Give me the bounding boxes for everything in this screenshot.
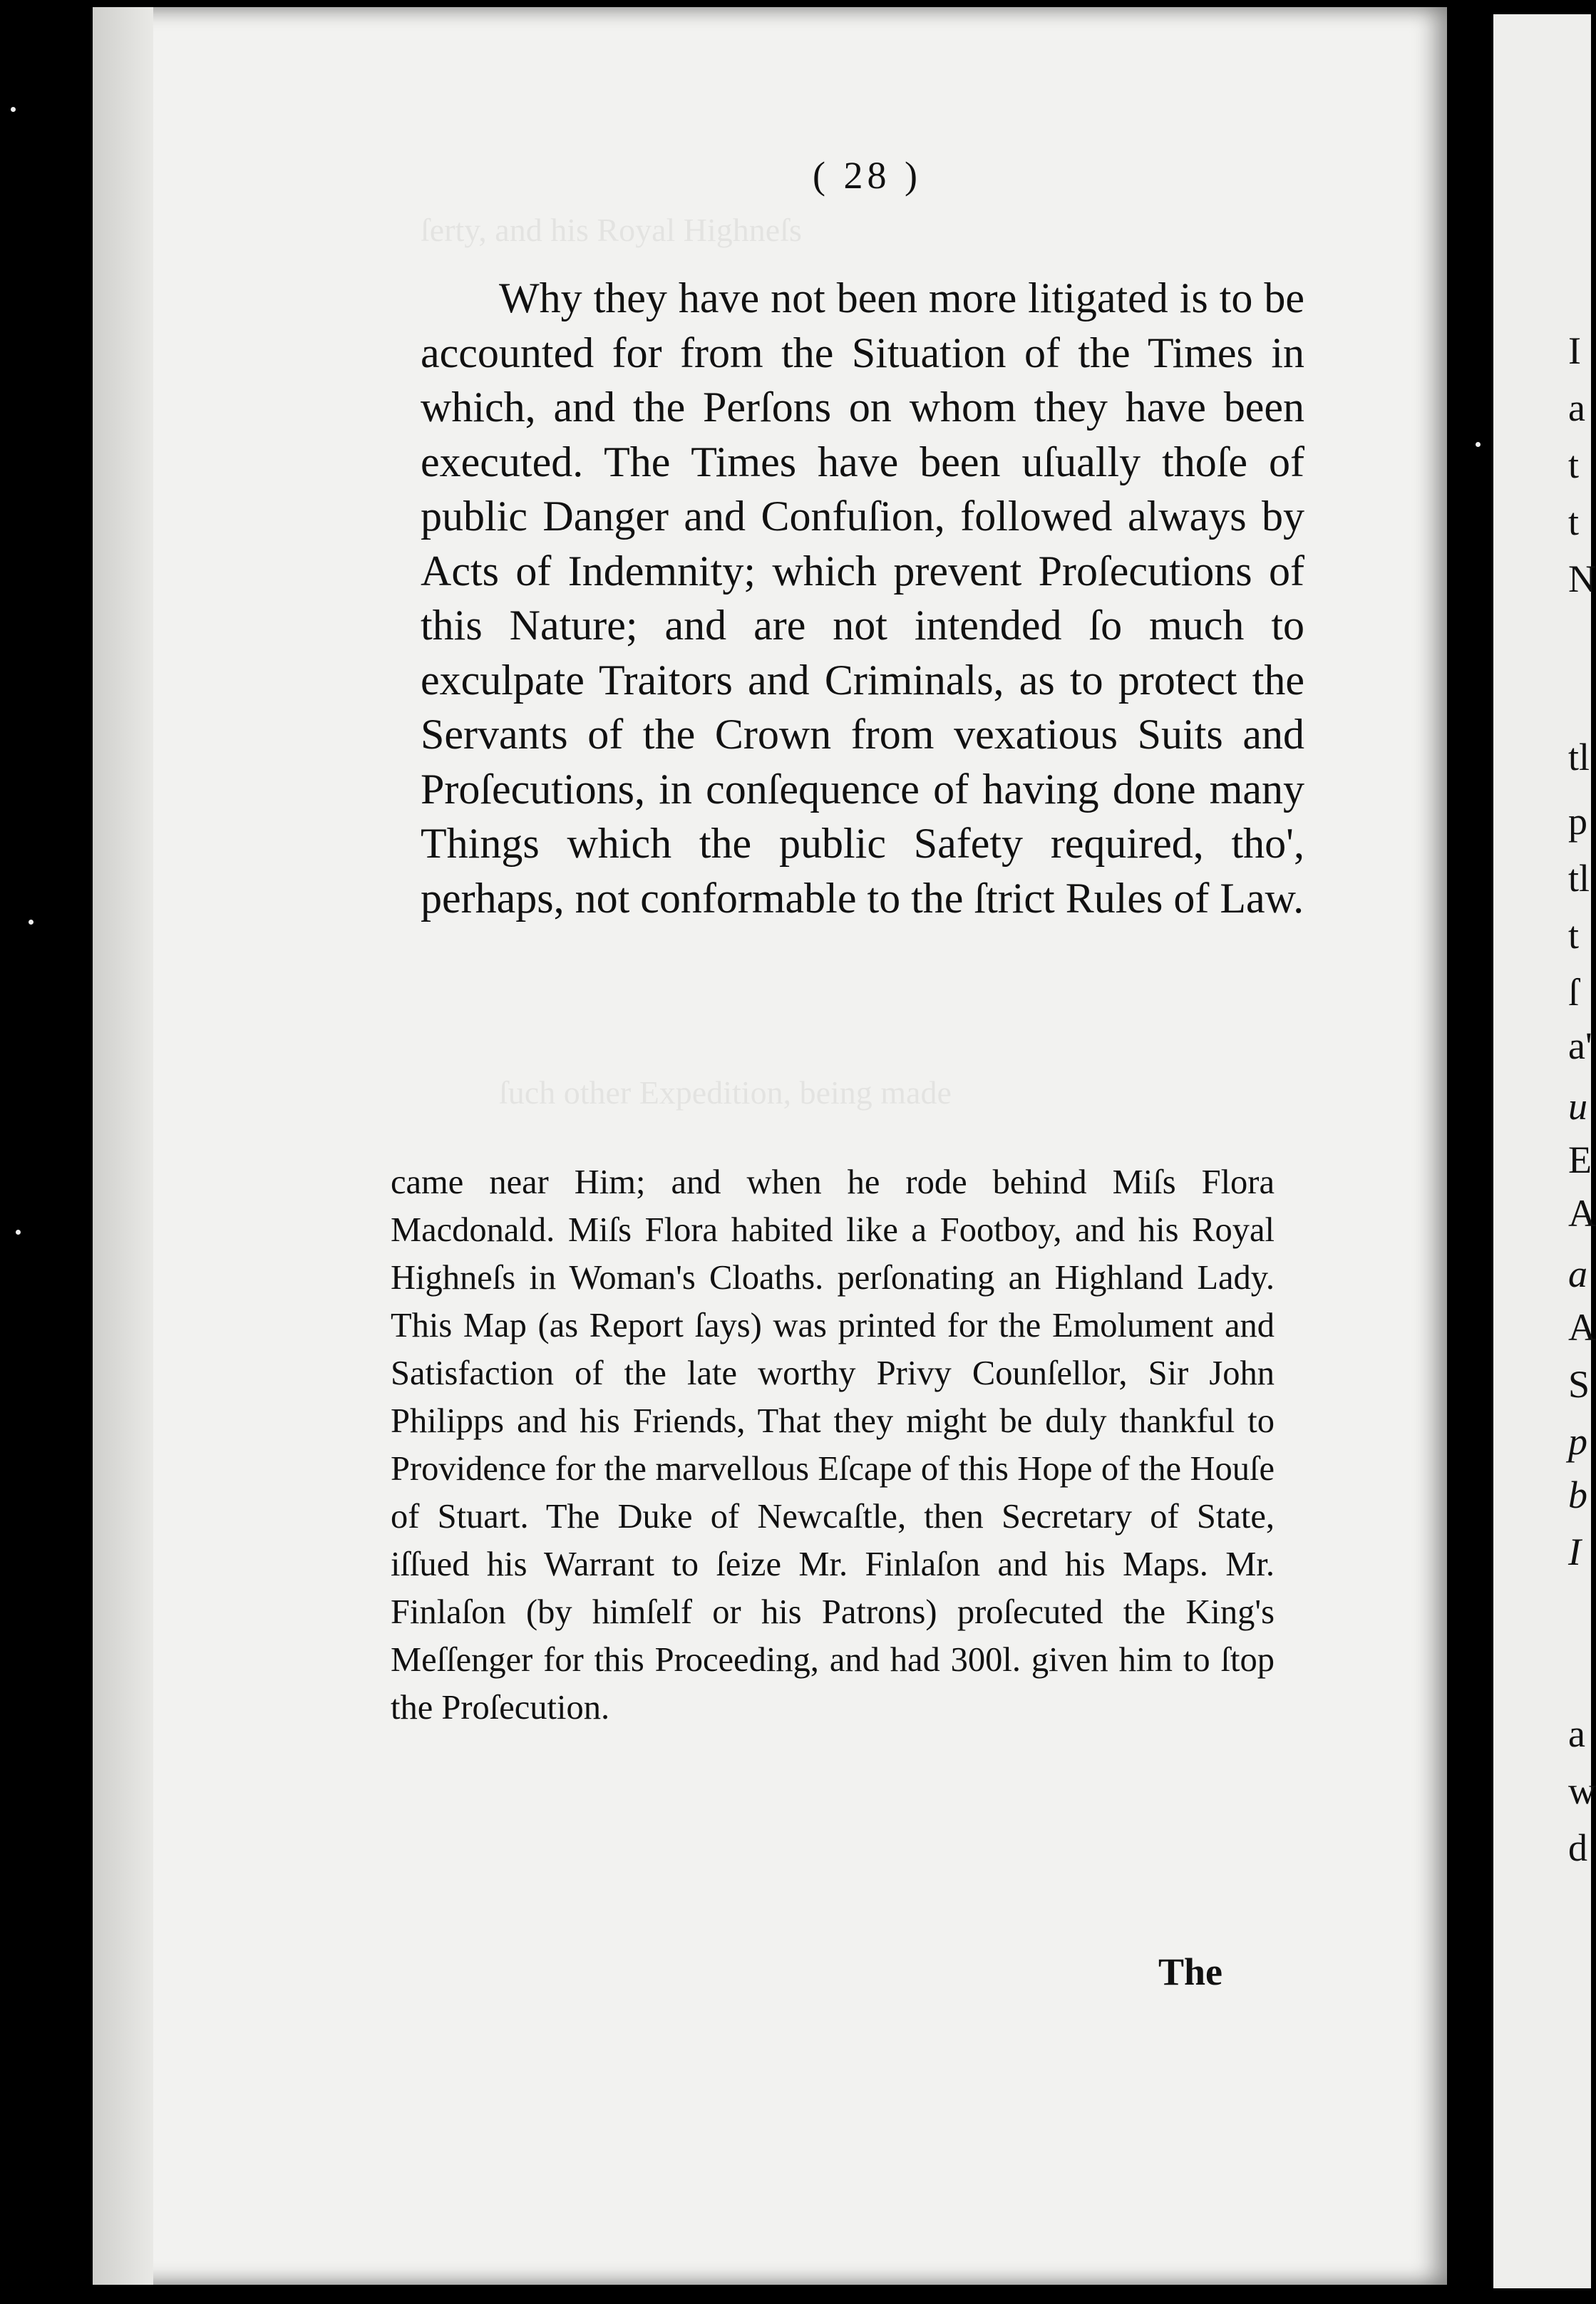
next-page-fragment: b — [1568, 1474, 1587, 1516]
main-paragraph-text: Why they have not been more litigated is to be accounted for from the Situation of the Times in which, and the Perſons on whom they have been executed. The Times have been uſually thoſe of public Danger and Confuſion, followed always by Acts of Indemnity; which prevent Proſecutions of this Nature; and are not intended ſo much to exculpate Traitors and Criminals, as to protect the Servants of the Crown from vexatious Suits and Proſecutions, in conſequence of having done many Things which the public Safety required, tho', perhaps, not conformable to the ſtrict Rules of Law. — [421, 274, 1304, 922]
next-page-fragment: t — [1568, 914, 1580, 957]
footnote — [391, 1158, 1275, 1732]
next-page-fragment: N — [1568, 557, 1596, 600]
next-page-fragment: A — [1568, 1192, 1596, 1235]
next-page-edge — [1493, 14, 1596, 2288]
page-number: ( 28 ) — [813, 154, 922, 197]
next-page-fragment: a — [1568, 1712, 1585, 1755]
next-page-fragment: tl — [1568, 857, 1590, 900]
page-gutter — [93, 7, 153, 2285]
next-page-fragment: a — [1568, 386, 1585, 429]
catchword: The — [1158, 1950, 1223, 1993]
next-page-fragment: S — [1568, 1363, 1590, 1406]
next-page-fragment: a' — [1568, 1024, 1592, 1067]
next-page-fragment: ſ — [1568, 971, 1580, 1014]
next-page-fragment: tl — [1568, 736, 1590, 778]
next-page-fragment: I — [1568, 1531, 1581, 1573]
next-page-fragment: a — [1568, 1253, 1587, 1295]
next-page-fragment: t — [1568, 443, 1580, 486]
bleed-through-text: ſuch other Expedition, being made — [499, 1074, 952, 1111]
next-page-fragment: I — [1568, 329, 1581, 372]
scan-speck — [1476, 442, 1481, 447]
next-page-fragment: E — [1568, 1138, 1592, 1181]
next-page-fragment: d — [1568, 1826, 1587, 1869]
footnote-text: came near Him; and when he rode behind Miſs Flora Macdonald. Miſs Flora habited like a Footboy, and his Royal Highneſs in Woman's Cloaths. perſonating an Highland Lady. This Map (as Report ſays) was printed for the Emolument and Satisfaction of the late worthy Privy Counſellor, Sir John Philipps and his Friends, That they might be duly thankful to Providence for the marvellous Eſcape of this Hope of the Houſe of Stuart. The Duke of Newcaſtle, then Secretary of State, iſſued his Warrant to ſeize Mr. Finlaſon and his Maps. Mr. Finlaſon (by himſelf or his Patrons) proſecuted the King's Meſſenger for this Proceeding, and had 300l. given him to ſtop the Proſecution. — [391, 1163, 1275, 1727]
scan-speck — [16, 1230, 21, 1235]
next-page-fragment: t — [1568, 500, 1580, 543]
next-page-fragment: p — [1568, 1420, 1587, 1463]
bleed-through-text: ſerty, and his Royal Highneſs — [421, 212, 802, 248]
scan-speck — [11, 107, 16, 112]
next-page-fragment: A — [1568, 1306, 1596, 1349]
next-page-fragment: u — [1568, 1085, 1587, 1128]
next-page-fragment: w — [1568, 1769, 1596, 1812]
main-paragraph — [421, 271, 1304, 925]
next-page-fragment: p — [1568, 800, 1587, 843]
scan-speck — [29, 920, 34, 925]
